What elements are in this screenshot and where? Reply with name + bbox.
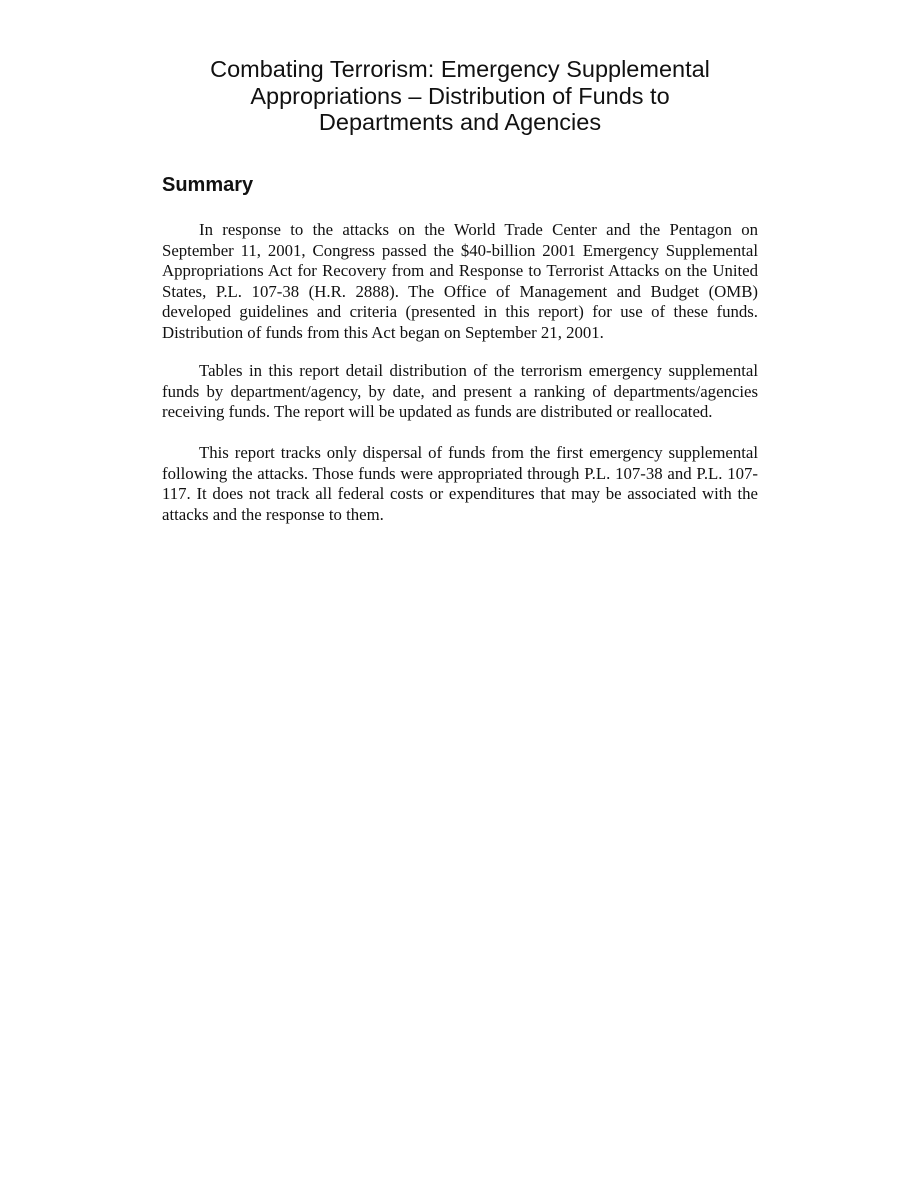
document-title xyxy=(160,56,760,136)
summary-paragraph: Tables in this report detail distribution of the terrorism emergency supplemental funds by department/agency, by date, and present a ranking of departments/agencies receiving funds. The report will be updated as funds are distributed or reallocated. xyxy=(162,361,758,421)
summary-heading: Summary xyxy=(162,174,254,196)
summary-paragraph: This report tracks only dispersal of funds from the first emergency supplemental following the attacks. Those funds were appropriated through P.L. 107-38 and P.L. 107-117. It does not track all federal costs or expenditures that may be associated with the attacks and the response to them. xyxy=(162,443,758,524)
title-line: Departments and Agencies xyxy=(318,109,602,135)
title-line: Combating Terrorism: Emergency Supplemental xyxy=(210,56,710,82)
title-line: Appropriations – Distribution of Funds to xyxy=(250,82,670,109)
summary-paragraph: In response to the attacks on the World Trade Center and the Pentagon on September 11, 2001, Congress passed the $40-billion 2001 Emergency Supplemental Appropriations Act for Recovery from and Response to Terrorist Attacks on the United States, P.L. 107-38 (H.R. 2888). The Office of Management and Budget (OMB) developed guidelines and criteria (presented in this report) for use of these funds. Distribution of funds from this Act began on September 21, 2001. xyxy=(162,220,758,342)
